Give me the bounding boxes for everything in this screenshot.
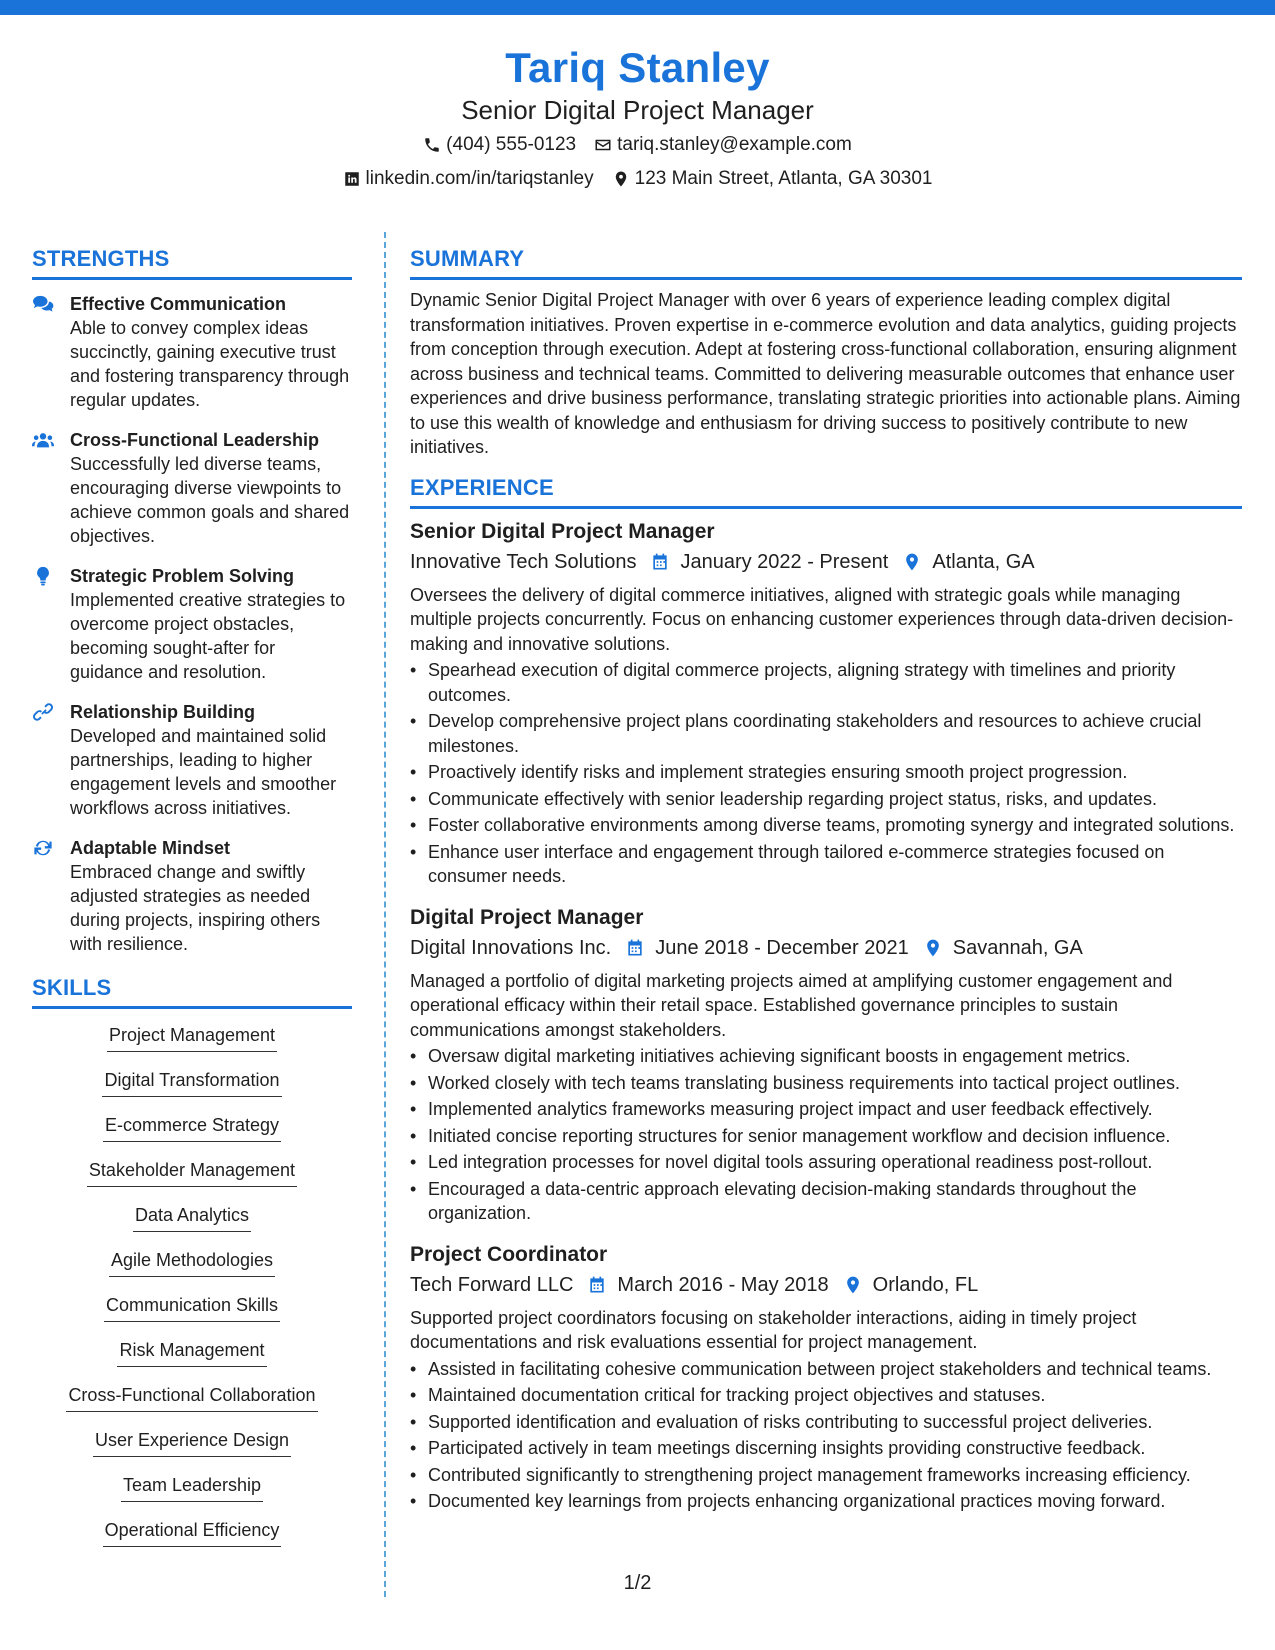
- bullet-item: • Enhance user interface and engagement through tailored e-commerce strategies focused on consumer needs.: [410, 840, 1242, 889]
- sync-icon: [32, 838, 54, 858]
- candidate-name: Tariq Stanley: [505, 44, 770, 91]
- envelope-icon: [594, 136, 612, 154]
- phone-contact: [423, 130, 576, 160]
- strengths-list: [32, 292, 352, 956]
- bullet-item: • Foster collaborative environments among diverse teams, promoting synergy and integrated solutions.: [410, 813, 1242, 838]
- strength-title: Cross-Functional Leadership: [70, 430, 320, 450]
- phone-icon: [423, 136, 441, 154]
- job-meta: [410, 547, 1242, 577]
- bullet-item: • Maintained documentation critical for tracking project objectives and statuses.: [410, 1383, 1242, 1408]
- job-title: Senior Digital Project Manager: [410, 519, 715, 543]
- job-bullets: [410, 1357, 1242, 1514]
- resume-header: [0, 42, 1275, 194]
- strength-item: [32, 564, 352, 684]
- skills-list: [32, 1023, 352, 1563]
- skill-item: Communication Skills: [104, 1293, 280, 1322]
- map-marker-icon: [923, 938, 943, 958]
- strength-item: [32, 428, 352, 548]
- strength-title: Relationship Building: [70, 702, 255, 722]
- address-text: 123 Main Street, Atlanta, GA 30301: [634, 168, 933, 189]
- job-entry: [410, 517, 1242, 889]
- job-dates: March 2016 - May 2018: [617, 1273, 829, 1296]
- address-contact: [612, 164, 933, 194]
- map-marker-icon: [612, 170, 630, 188]
- skill-item: Digital Transformation: [102, 1068, 281, 1097]
- job-title: Project Coordinator: [410, 1242, 608, 1266]
- strength-title: Effective Communication: [70, 294, 287, 314]
- job-location: Orlando, FL: [872, 1273, 979, 1296]
- bullet-item: • Led integration processes for novel digital tools assuring operational readiness post-rollout.: [410, 1150, 1242, 1175]
- job-company: Innovative Tech Solutions: [410, 550, 637, 573]
- bullet-item: • Participated actively in team meetings discerning insights providing constructive feedback.: [410, 1436, 1242, 1461]
- bullet-item: • Worked closely with tech teams translating business requirements into tactical project outlines.: [410, 1071, 1242, 1096]
- strength-desc: Developed and maintained solid partnerships, leading to higher engagement levels and smoother workflows across initiatives.: [70, 726, 337, 818]
- bullet-item: • Supported identification and evaluation of risks contributing to successful project deliveries.: [410, 1410, 1242, 1435]
- column-divider: [384, 232, 386, 1597]
- skill-item: Project Management: [107, 1023, 277, 1052]
- users-icon: [32, 430, 54, 450]
- calendar-icon: [650, 552, 670, 572]
- summary-heading: SUMMARY: [410, 245, 1242, 280]
- skill-item: E-commerce Strategy: [103, 1113, 281, 1142]
- phone-text: (404) 555-0123: [446, 134, 577, 155]
- bullet-item: • Develop comprehensive project plans coordinating stakeholders and resources to achieve crucial milestones.: [410, 709, 1242, 758]
- calendar-icon: [587, 1275, 607, 1295]
- skill-item: Team Leadership: [121, 1473, 263, 1502]
- job-company: Digital Innovations Inc.: [410, 936, 612, 959]
- bullet-item: • Assisted in facilitating cohesive communication between project stakeholders and technical teams.: [410, 1357, 1242, 1382]
- skill-item: User Experience Design: [93, 1428, 291, 1457]
- left-column: [32, 245, 352, 1563]
- strength-item: [32, 700, 352, 820]
- job-description: Supported project coordinators focusing on stakeholder interactions, aiding in timely project documentations and risk evaluations essential for project management.: [410, 1307, 1137, 1352]
- job-bullets: [410, 1044, 1242, 1226]
- job-bullets: [410, 658, 1242, 889]
- strengths-heading: STRENGTHS: [32, 245, 352, 280]
- email-contact[interactable]: [594, 130, 852, 160]
- strength-title: Adaptable Mindset: [70, 838, 231, 858]
- linkedin-text: linkedin.com/in/tariqstanley: [365, 168, 594, 189]
- skill-item: Cross-Functional Collaboration: [66, 1383, 317, 1412]
- job-meta: [410, 1270, 1242, 1300]
- link-icon: [32, 702, 54, 722]
- bullet-item: • Encouraged a data-centric approach elevating decision-making standards throughout the organization.: [410, 1177, 1242, 1226]
- strength-item: [32, 836, 352, 956]
- comments-icon: [32, 294, 54, 314]
- bullet-item: • Implemented analytics frameworks measuring project impact and user feedback effectively.: [410, 1097, 1242, 1122]
- bullet-item: • Documented key learnings from projects enhancing organizational practices moving forward.: [410, 1489, 1242, 1514]
- bullet-item: • Oversaw digital marketing initiatives achieving significant boosts in engagement metrics.: [410, 1044, 1242, 1069]
- calendar-icon: [625, 938, 645, 958]
- bullet-item: • Spearhead execution of digital commerce projects, aligning strategy with timelines and priority outcomes.: [410, 658, 1242, 707]
- skills-heading: SKILLS: [32, 974, 352, 1009]
- strength-title: Strategic Problem Solving: [70, 566, 295, 586]
- lightbulb-icon: [32, 566, 54, 586]
- job-description: Managed a portfolio of digital marketing projects aimed at amplifying customer engagement and operational efficacy within their retail space. Established governance principles to sustain communications amongst stakeholders.: [410, 970, 1173, 1040]
- job-dates: January 2022 - Present: [680, 550, 889, 573]
- job-dates: June 2018 - December 2021: [655, 936, 909, 959]
- skill-item: Data Analytics: [133, 1203, 251, 1232]
- job-description: Oversees the delivery of digital commerce initiatives, aligned with strategic goals while managing multiple projects concurrently. Focus on enhancing customer experiences through data-driven decision-making and innovative solutions.: [410, 584, 1234, 654]
- map-marker-icon: [902, 552, 922, 572]
- bullet-item: • Initiated concise reporting structures for senior management workflow and decision influence.: [410, 1124, 1242, 1149]
- summary-text: Dynamic Senior Digital Project Manager with over 6 years of experience leading complex digital transformation initiatives. Proven expertise in e-commerce evolution and data analytics, guiding projects from conception through execution. Adept at fostering cross-functional collaboration, ensuring alignment across business and technical teams. Committed to delivering measurable outcomes that enhance user experiences and drive business performance, translating strategic priorities into actionable plans. Aiming to use this wealth of knowledge and enthusiasm for driving success to positively contribute to new initiatives.: [410, 290, 1241, 457]
- contact-row-1: [0, 130, 1275, 160]
- job-entry: [410, 903, 1242, 1226]
- skill-item: Agile Methodologies: [109, 1248, 275, 1277]
- linkedin-icon: [343, 170, 361, 188]
- strength-desc: Successfully led diverse teams, encouraging diverse viewpoints to achieve common goals and shared objectives.: [70, 454, 350, 546]
- skill-item: Stakeholder Management: [87, 1158, 297, 1187]
- email-text: tariq.stanley@example.com: [617, 134, 852, 155]
- right-column: [410, 245, 1242, 1528]
- contact-row-2: [0, 164, 1275, 194]
- strength-desc: Able to convey complex ideas succinctly, gaining executive trust and fostering transparency through regular updates.: [70, 318, 350, 410]
- bullet-item: • Proactively identify risks and implement strategies ensuring smooth project progression.: [410, 760, 1242, 785]
- bullet-item: • Communicate effectively with senior leadership regarding project status, risks, and updates.: [410, 787, 1242, 812]
- experience-heading: EXPERIENCE: [410, 474, 1242, 509]
- strength-desc: Embraced change and swiftly adjusted strategies as needed during projects, inspiring others with resilience.: [70, 862, 321, 954]
- bullet-item: • Contributed significantly to strengthening project management frameworks increasing efficiency.: [410, 1463, 1242, 1488]
- job-company: Tech Forward LLC: [410, 1273, 574, 1296]
- job-entry: [410, 1240, 1242, 1514]
- strength-item: [32, 292, 352, 412]
- job-location: Atlanta, GA: [932, 550, 1035, 573]
- job-meta: [410, 933, 1242, 963]
- job-title: Digital Project Manager: [410, 905, 644, 929]
- page-number: 1/2: [623, 1572, 652, 1594]
- strength-desc: Implemented creative strategies to overcome project obstacles, becoming sought-after for guidance and resolution.: [70, 590, 346, 682]
- map-marker-icon: [843, 1275, 863, 1295]
- skill-item: Operational Efficiency: [103, 1518, 282, 1547]
- linkedin-contact[interactable]: [343, 164, 594, 194]
- job-location: Savannah, GA: [952, 936, 1083, 959]
- candidate-role: Senior Digital Project Manager: [461, 95, 814, 125]
- skill-item: Risk Management: [117, 1338, 266, 1367]
- top-accent-bar: [0, 0, 1275, 15]
